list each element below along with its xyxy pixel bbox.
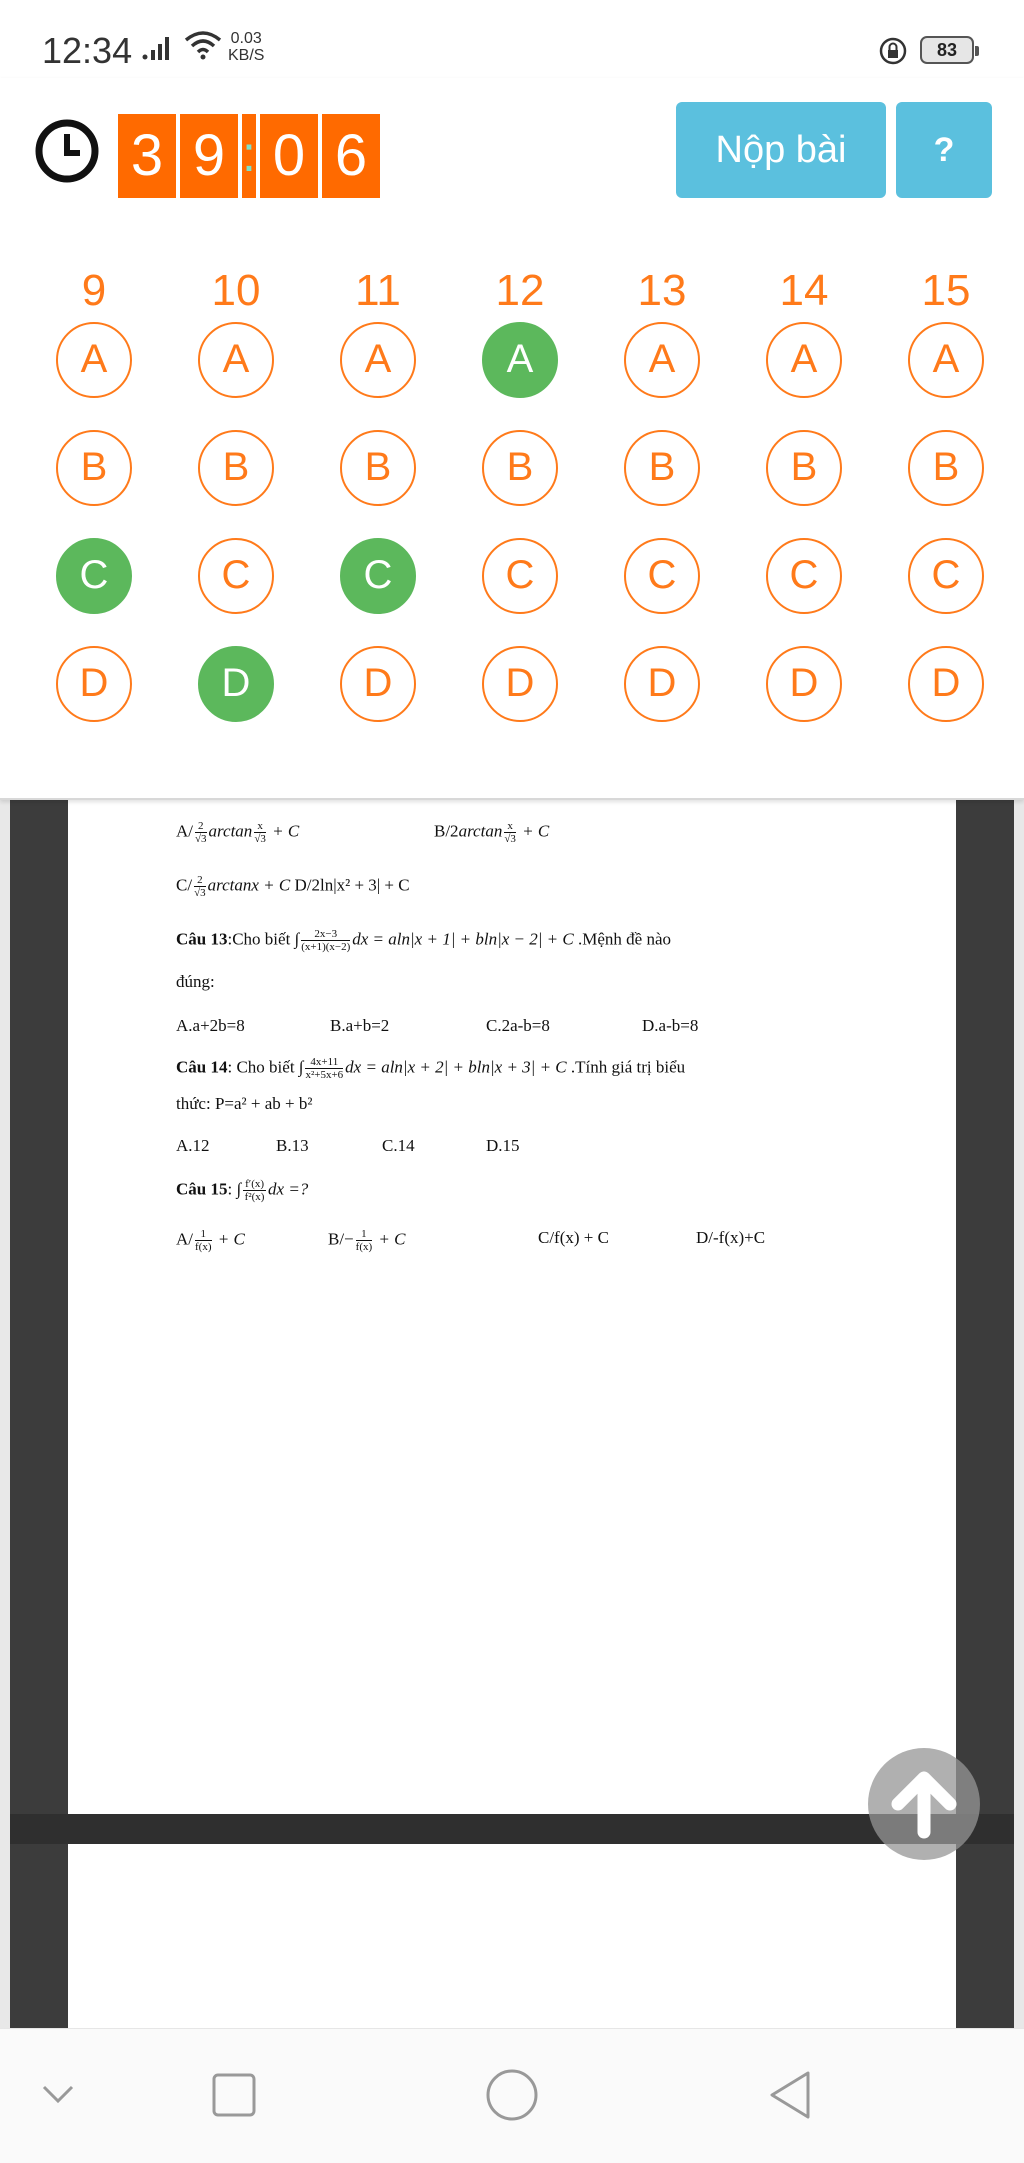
wifi-icon xyxy=(184,30,222,64)
answer-option-c[interactable]: C xyxy=(198,538,274,614)
fraction xyxy=(254,820,266,845)
answer-option-b[interactable]: B xyxy=(482,430,558,506)
q15-line1 xyxy=(176,1178,308,1203)
q15-option-a xyxy=(176,1228,245,1253)
question-number[interactable]: 11 xyxy=(355,266,401,315)
answer-panel xyxy=(0,78,1024,800)
question-tail: .Mệnh đề nào xyxy=(578,929,672,949)
question-column xyxy=(764,260,844,754)
answer-option-d[interactable]: D xyxy=(482,646,558,722)
timer-separator: : xyxy=(242,114,256,198)
question-column xyxy=(622,260,702,754)
submit-button[interactable]: Nộp bài xyxy=(676,102,886,198)
denominator: f²(x) xyxy=(244,1191,265,1203)
expression: arctan xyxy=(208,821,253,841)
question-tail: .Tính giá trị biểu xyxy=(570,1057,686,1077)
q14-line1 xyxy=(176,1056,685,1081)
numerator: 1 xyxy=(195,1228,212,1241)
network-speed xyxy=(228,30,264,64)
question-number[interactable]: 13 xyxy=(637,266,687,315)
numerator: 2 xyxy=(195,820,207,833)
q13-option-a: A.a+2b=8 xyxy=(176,1016,245,1035)
numerator: 2 xyxy=(194,874,206,887)
q15-option-b xyxy=(328,1228,405,1253)
viewer-edge xyxy=(0,790,10,2028)
q12-option-cd xyxy=(176,874,410,899)
denominator: √3 xyxy=(195,833,207,845)
expression: dx = aln|x + 2| + bln|x + 3| + C xyxy=(345,1057,567,1077)
option-label: B/2 xyxy=(434,821,459,841)
answer-option-d[interactable]: D xyxy=(908,646,984,722)
q13-line1 xyxy=(176,928,671,953)
question-column xyxy=(906,260,986,754)
q15-option-c: C/f(x) + C xyxy=(538,1228,609,1247)
answer-option-b[interactable]: B xyxy=(198,430,274,506)
answer-option-a[interactable]: A xyxy=(198,322,274,398)
q13-line2: đúng: xyxy=(176,972,215,991)
option-label: B/− xyxy=(328,1229,354,1249)
fraction xyxy=(195,1228,212,1253)
answer-option-b[interactable]: B xyxy=(624,430,700,506)
denominator: (x+1)(x−2) xyxy=(301,941,351,953)
question-text: :Cho biết ∫ xyxy=(227,929,300,949)
expression: dx = aln|x + 1| + bln|x − 2| + C xyxy=(352,929,574,949)
question-number[interactable]: 14 xyxy=(779,266,829,315)
answer-option-c[interactable]: C xyxy=(56,538,132,614)
numerator: x xyxy=(254,820,266,833)
question-column xyxy=(480,260,560,754)
answer-option-a[interactable]: A xyxy=(908,322,984,398)
q12-option-a xyxy=(176,820,299,845)
option-label: A/ xyxy=(176,1229,193,1249)
answer-option-a[interactable]: A xyxy=(56,322,132,398)
answer-option-b[interactable]: B xyxy=(908,430,984,506)
rotation-lock-icon xyxy=(878,36,908,70)
numerator: x xyxy=(504,820,516,833)
answer-option-d[interactable]: D xyxy=(198,646,274,722)
question-text: : Cho biết ∫ xyxy=(227,1057,304,1077)
denominator: f(x) xyxy=(195,1241,212,1253)
answer-option-c[interactable]: C xyxy=(482,538,558,614)
denominator: √3 xyxy=(504,833,516,845)
q13-option-d: D.a-b=8 xyxy=(642,1016,699,1035)
viewer-edge xyxy=(1014,790,1024,2028)
expression-tail: + C xyxy=(217,1229,245,1249)
countdown-timer xyxy=(118,114,384,198)
question-column xyxy=(338,260,418,754)
q14-option-d: D.15 xyxy=(486,1136,520,1155)
system-nav-bar xyxy=(0,2028,1024,2163)
battery-icon: 83 xyxy=(920,36,974,64)
answer-option-a[interactable]: A xyxy=(766,322,842,398)
answer-option-d[interactable]: D xyxy=(766,646,842,722)
fraction xyxy=(194,874,206,899)
answer-option-a[interactable]: A xyxy=(624,322,700,398)
question-number[interactable]: 12 xyxy=(495,266,545,315)
q13-option-c: C.2a-b=8 xyxy=(486,1016,550,1035)
timer-digit: 9 xyxy=(180,114,238,198)
denominator: f(x) xyxy=(355,1241,373,1253)
fraction xyxy=(504,820,516,845)
numerator: f′(x) xyxy=(245,1178,265,1190)
option-d: D/2ln|x² + 3| + C xyxy=(294,875,410,895)
denominator: x²+5x+6 xyxy=(305,1069,344,1081)
timer-digit: 0 xyxy=(260,114,318,198)
timer-digit: 6 xyxy=(322,114,380,198)
fraction xyxy=(356,1228,373,1253)
q15-option-d: D/-f(x)+C xyxy=(696,1228,766,1247)
timer-digit: 3 xyxy=(118,114,176,198)
answer-option-d[interactable]: D xyxy=(340,646,416,722)
status-bar xyxy=(0,0,1024,78)
option-label: A/ xyxy=(176,821,193,841)
option-label: C/ xyxy=(176,875,193,895)
question-text: : ∫ xyxy=(227,1179,242,1199)
answer-option-b[interactable]: B xyxy=(766,430,842,506)
square-icon[interactable] xyxy=(210,2065,258,2129)
answer-option-b[interactable]: B xyxy=(340,430,416,506)
arrow-up-icon xyxy=(868,1748,980,1860)
answer-option-d[interactable]: D xyxy=(624,646,700,722)
help-button[interactable]: ? xyxy=(896,102,992,198)
question-title: Câu 14 xyxy=(176,1057,228,1077)
question-column xyxy=(196,260,276,754)
circle-icon[interactable] xyxy=(484,2065,540,2129)
answer-option-b[interactable]: B xyxy=(56,430,132,506)
answer-option-a[interactable]: A xyxy=(482,322,558,398)
scroll-top-button[interactable] xyxy=(868,1748,980,1860)
fraction xyxy=(195,820,207,845)
speed-unit: KB/S xyxy=(228,47,265,64)
denominator: √3 xyxy=(194,887,206,899)
question-column xyxy=(54,260,134,754)
question-number[interactable]: 15 xyxy=(921,266,971,315)
answer-option-d[interactable]: D xyxy=(56,646,132,722)
triangle-back-icon[interactable] xyxy=(766,2065,814,2129)
expression-tail: + C xyxy=(522,821,550,841)
signal-icon xyxy=(142,34,176,64)
denominator: √3 xyxy=(254,833,266,845)
q14-option-c: C.14 xyxy=(382,1136,415,1155)
fraction xyxy=(301,928,350,953)
expression-tail: + C xyxy=(378,1229,406,1249)
fraction xyxy=(243,1178,266,1203)
question-number[interactable]: 10 xyxy=(211,266,261,315)
question-title: Câu 13 xyxy=(176,929,228,949)
answer-option-c[interactable]: C xyxy=(766,538,842,614)
question-title: Câu 15 xyxy=(176,1179,228,1199)
numerator: 1 xyxy=(356,1228,373,1241)
question-tail: dx =? xyxy=(268,1179,309,1199)
numerator: 4x+11 xyxy=(305,1056,343,1069)
q14-line2: thức: P=a² + ab + b² xyxy=(176,1094,313,1113)
answer-option-a[interactable]: A xyxy=(340,322,416,398)
answer-option-c[interactable]: C xyxy=(908,538,984,614)
status-time: 12:34 xyxy=(42,30,133,71)
fraction xyxy=(305,1056,343,1081)
clock-icon xyxy=(34,118,100,188)
expression: arctanx + C xyxy=(207,875,291,895)
expression: arctan xyxy=(458,821,503,841)
numerator: 2x−3 xyxy=(301,928,350,941)
q12-option-b xyxy=(434,820,549,845)
speed-value: 0.03 xyxy=(230,30,262,47)
answer-option-c[interactable]: C xyxy=(340,538,416,614)
q13-option-b: B.a+b=2 xyxy=(330,1016,390,1035)
q14-option-a: A.12 xyxy=(176,1136,210,1155)
answer-option-c[interactable]: C xyxy=(624,538,700,614)
q14-option-b: B.13 xyxy=(276,1136,309,1155)
question-number[interactable]: 9 xyxy=(81,266,107,315)
page-separator xyxy=(10,1814,1014,1844)
chevron-down-icon[interactable] xyxy=(38,2065,78,2129)
expression-tail: + C xyxy=(272,821,300,841)
